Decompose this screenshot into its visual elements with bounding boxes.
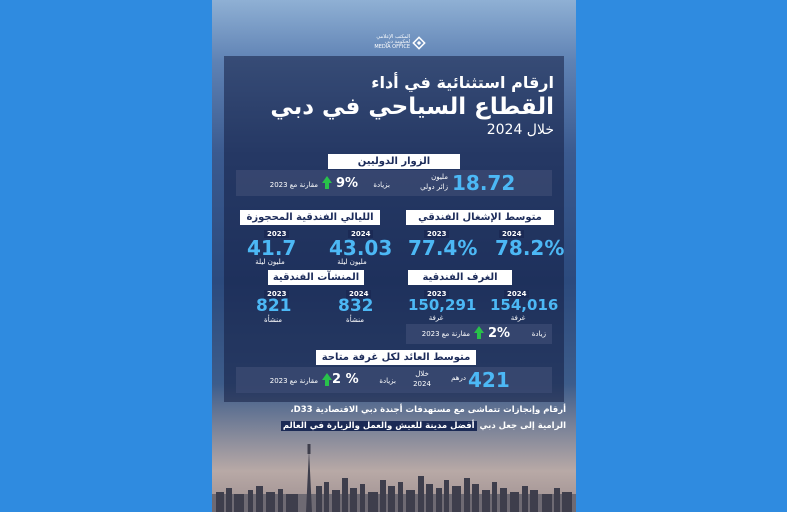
revpar-increase-label: بزيادة (379, 377, 396, 385)
revpar-period-1: خلال (415, 370, 429, 378)
establishments-year-2024: 2024 (346, 290, 371, 298)
visitors-percent: 9% (336, 176, 359, 191)
occupancy-year-2024: 2024 (499, 230, 524, 238)
rooms-2024-value: 154,016 (490, 296, 559, 314)
rooms-year-2024: 2024 (504, 290, 529, 298)
establishments-2024-value: 832 (338, 296, 374, 316)
visitors-increase-label: بزيادة (373, 181, 390, 189)
establishments-2024-unit: منشأة (346, 316, 364, 324)
footer-line-2 (281, 421, 566, 431)
nights-2023-value: 41.7 (247, 236, 297, 260)
visitors-value: 18.72 (452, 171, 516, 195)
establishments-2023-value: 821 (256, 296, 292, 316)
revpar-header: متوسط العائد لكل غرفة متاحة (316, 350, 476, 365)
rooms-increase-label: زيادة (531, 330, 546, 338)
rooms-up-arrow-stem (477, 333, 481, 339)
nights-header: الليالي الفندقية المحجوزة (240, 210, 380, 225)
visitors-unit-2: زائر دولي (420, 183, 448, 191)
occupancy-2024-value: 78.2% (495, 236, 565, 260)
occupancy-header: متوسط الإشغال الفندقي (406, 210, 554, 225)
visitors-up-arrow-icon (322, 176, 332, 183)
visitors-header: الزوار الدوليين (328, 154, 460, 169)
rooms-2023-value: 150,291 (408, 296, 477, 314)
revpar-compare: مقارنة مع 2023 (269, 377, 318, 385)
revpar-up-arrow-stem (325, 380, 329, 386)
revpar-value: 421 (468, 368, 510, 392)
title-line-2: القطاع السياحي في دبي (270, 94, 554, 120)
establishments-2023-unit: منشأة (264, 316, 282, 324)
rooms-year-2023: 2023 (424, 290, 449, 298)
nights-2024-unit: مليون ليلة (337, 258, 367, 266)
rooms-2023-unit: غرفة (428, 314, 444, 322)
footer-line-2-a: الرامية إلى جعل دبي (479, 421, 566, 431)
title-line-1: ارقام استثنائية في أداء (371, 73, 554, 92)
revpar-up-arrow-icon (322, 373, 332, 380)
nights-year-2024: 2024 (348, 230, 373, 238)
title-line-3: خلال 2024 (486, 122, 554, 138)
dubai-skyline-image (212, 442, 576, 512)
nights-2024-value: 43.03 (329, 236, 393, 260)
visitors-compare: مقارنة مع 2023 (269, 181, 318, 189)
revpar-unit: درهم (451, 374, 466, 382)
occupancy-2023-value: 77.4% (408, 236, 478, 260)
rooms-up-arrow-icon (474, 326, 484, 333)
occupancy-year-2023: 2023 (424, 230, 449, 238)
revpar-period-2: 2024 (413, 380, 431, 388)
rooms-header: الغرف الفندقية (408, 270, 512, 285)
rooms-2024-unit: غرفة (510, 314, 526, 322)
nights-year-2023: 2023 (264, 230, 289, 238)
rooms-compare: مقارنة مع 2023 (421, 330, 470, 338)
establishments-year-2023: 2023 (264, 290, 289, 298)
visitors-unit-1: مليون (431, 173, 448, 181)
footer-line-1: أرقام وإنجازات تتماشى مع مستهدفات أجندة دبي الاقتصادية D33، (290, 405, 566, 415)
logo-diamond-icon (412, 36, 426, 50)
rooms-percent: 2% (488, 326, 511, 341)
nights-2023-unit: مليون ليلة (255, 258, 285, 266)
footer-line-2-highlight: أفضل مدينة للعيش والعمل والزيارة في العالم (282, 421, 475, 431)
visitors-up-arrow-stem (325, 183, 329, 189)
establishments-header: المنشآت الفندقية (268, 270, 364, 285)
revpar-percent: 2 % (332, 372, 359, 387)
infographic-poster: المكتب الإعلامي لحكومة دبي MEDIA OFFICE ارقام استثنائية في أداء القطاع السياحي في دبي خلال 2024 الزوار الدوليين 18.72 مليون زائر دولي بزيادة 9% مقارنة مع 2023 متوسط الإشغال الفندقي 2024 78.2% 2023 77.4% الليالي الفندقية المحجوزة 2024 43.03 مليون ليلة 2023 41.7 مليون ليلة الغرف الفندقية 2024 154,016 غرفة 2023 150,291 غرفة زيادة 2% مقارنة مع 2023 المنشآت الفندقية 2024 832 منشأة 2023 821 منشأة متوسط العائد لكل غرفة متاحة 421 درهم خلال 2024 بزيادة 2 % مقارنة مع 2023 أرقام وإنجازات تتماشى مع مستهدفات أجندة دبي الاقتصادية D33، الرامية إلى جعل دبي أفضل مدينة للعيش والعمل والزيارة في العالم (212, 0, 576, 512)
